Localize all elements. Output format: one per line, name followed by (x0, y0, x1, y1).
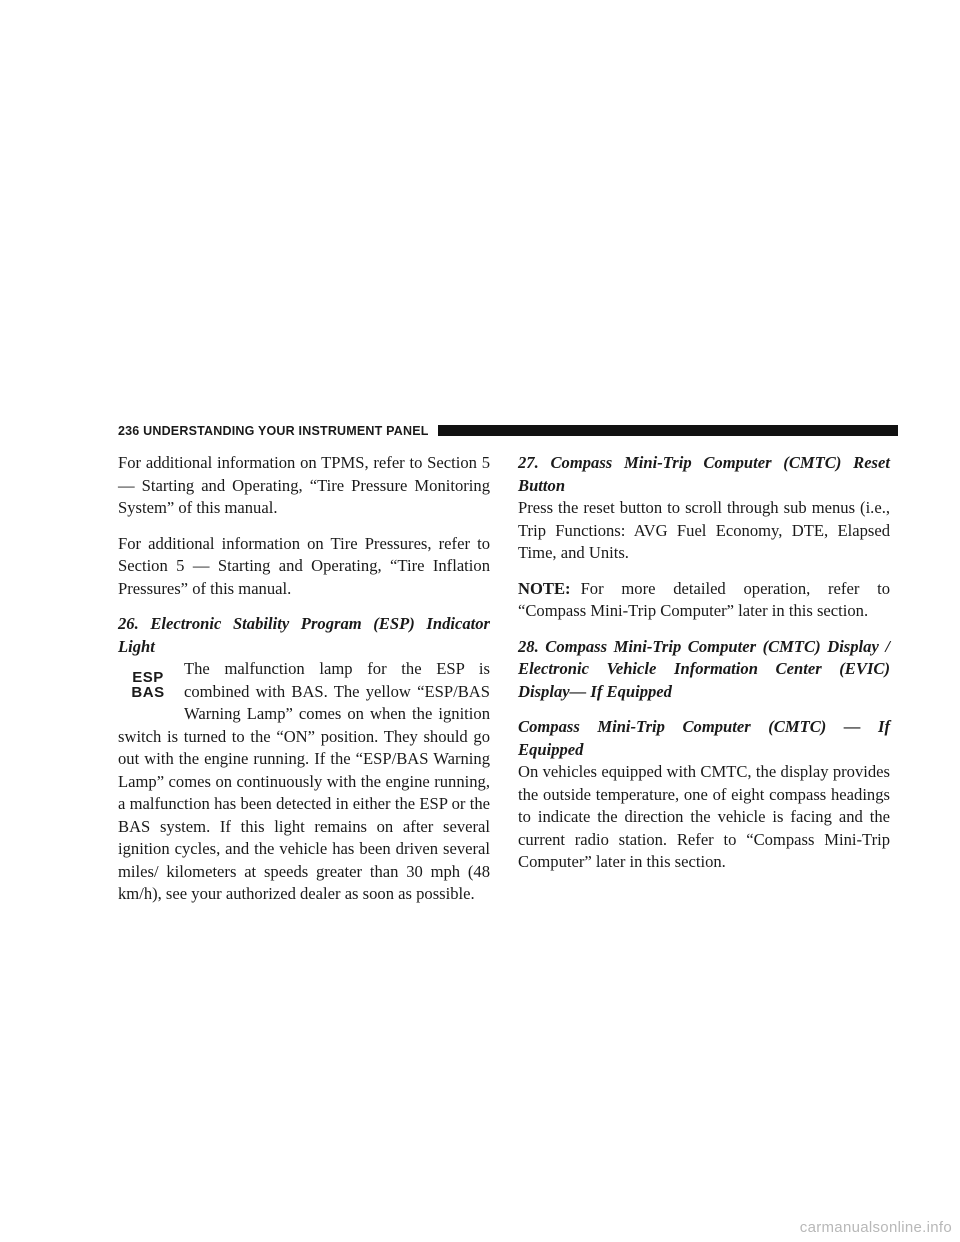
page-header (118, 423, 898, 439)
section-28-heading: 28. Compass Mini-Trip Computer (CMTC) Display / Electronic Vehicle Information Center (EVIC) Display— If Equipped (518, 636, 890, 701)
note-text: For more detailed operation, refer to “Compass Mini-Trip Computer” later in this section. (518, 578, 890, 620)
esp-icon-line1: ESP (132, 669, 164, 686)
left-column (118, 452, 490, 906)
esp-icon-line2: BAS (131, 684, 165, 701)
note-label: NOTE: (518, 578, 571, 598)
right-column (518, 452, 890, 887)
section-26-heading: 26. Electronic Stability Program (ESP) Indicator Light (118, 614, 490, 656)
note-paragraph (518, 578, 890, 623)
section-27-heading: 27. Compass Mini-Trip Computer (CMTC) Reset Button (518, 453, 890, 495)
cmtc-subheading: Compass Mini-Trip Computer (CMTC) — If Equipped (518, 717, 890, 759)
esp-bas-icon (118, 670, 178, 714)
header-rule (438, 425, 898, 436)
watermark: carmanualsonline.info (799, 1219, 952, 1236)
esp-section (118, 658, 490, 906)
tpms-reference-paragraph: For additional information on TPMS, refer to Section 5 — Starting and Operating, “Tire Pressure Monitoring System” of this manual. (118, 453, 490, 517)
tire-pressure-reference-paragraph: For additional information on Tire Pressures, refer to Section 5 — Starting and Operating, “Tire Inflation Pressures” of this manual. (118, 533, 490, 598)
reset-button-paragraph: Press the reset button to scroll through sub menus (i.e., Trip Functions: AVG Fuel Economy, DTE, Elapsed Time, and Units. (518, 498, 890, 562)
esp-description-paragraph: The malfunction lamp for the ESP is combined with BAS. The yellow “ESP/BAS Warning Lamp” comes on when the ignition switch is turned to the “ON” position. They should go out with the engine running. If the “ESP/BAS Warning Lamp” comes on continuously with the engine running, a malfunction has been detected in either the ESP or the BAS system. If this light remains on after several ignition cycles, and the vehicle has been driven several miles/ kilometers at speeds greater than 30 mph (48 km/h), see your authorized dealer as soon as possible. (118, 659, 490, 903)
cmtc-description-paragraph: On vehicles equipped with CMTC, the display provides the outside temperature, one of eight compass headings to indicate the direction the vehicle is facing and the current radio station. Refer to “Compass Mini-Trip Computer” later in this section. (518, 762, 890, 871)
page-number-title: 236 UNDERSTANDING YOUR INSTRUMENT PANEL (118, 424, 429, 438)
